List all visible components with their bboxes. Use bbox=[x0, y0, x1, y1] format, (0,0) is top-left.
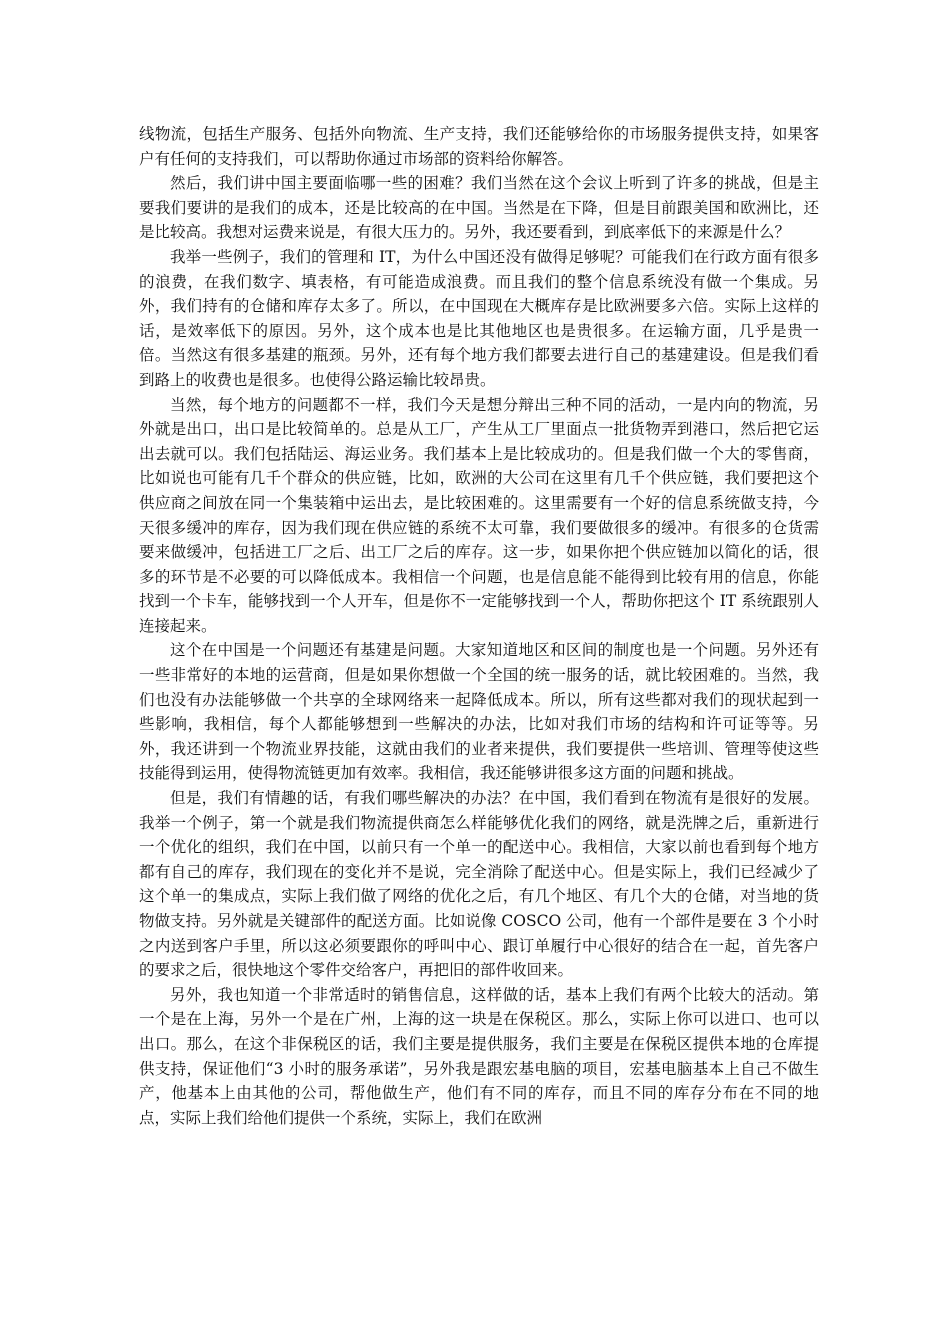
paragraph-7: 另外，我也知道一个非常适时的销售信息，这样做的话，基本上我们有两个比较大的活动。第一个是在上海，另外一个是在广州，上海的这一块是在保税区。那么，实际上你可以进口、也可以出口。那么，在这个非保税区的话，我们主要是提供服务，我们主要是在保税区提供本地的仓库提供支持，保证他们“3 小时的服务承诺”，另外我是跟宏基电脑的项目，宏基电脑基本上自己不做生产，他基本上由其他的公司，帮他做生产，他们有不同的库存，而且不同的库存分布在不同的地点，实际上我们给他们提供一个系统，实际上，我们在欧洲 bbox=[139, 985, 819, 1127]
paragraph-6: 但是，我们有情趣的话，有我们哪些解决的办法？在中国，我们看到在物流有是很好的发展。我举一个例子，第一个就是我们物流提供商怎么样能够优化我们的网络，就是洗牌之后，重新进行一个优化的组织，我们在中国，以前只有一个单一的配送中心。我相信，大家以前也看到每个地方都有自己的库存，我们现在的变化并不是说，完全消除了配送中心。但是实际上，我们已经减少了这个单一的集成点，实际上我们做了网络的优化之后，有几个地区、有几个大的仓储，对当地的货物做支持。另外就是关键部件的配送方面。比如说像 COSCO 公司，他有一个部件是要在 3 个小时之内送到客户手里，所以这必须要跟你的呼叫中心、跟订单履行中心很好的结合在一起，首先客户的要求之后，很快地这个零件交给客户，再把旧的部件收回来。 bbox=[139, 789, 819, 980]
paragraph-1: 线物流，包括生产服务、包括外向物流、生产支持，我们还能够给你的市场服务提供支持，如果客户有任何的支持我们，可以帮助你通过市场部的资料给你解答。 bbox=[139, 125, 819, 168]
document-page bbox=[139, 122, 819, 1130]
paragraph-5: 这个在中国是一个问题还有基建是问题。大家知道地区和区间的制度也是一个问题。另外还有一些非常好的本地的运营商，但是如果你想做一个全国的统一服务的话，就比较困难的。当然，我们也没有办法能够做一个共享的全球网络来一起降低成本。所以，所有这些都对我们的现状起到一些影响，我相信，每个人都能够想到一些解决的办法，比如对我们市场的结构和许可证等等。另外，我还讲到一个物流业界技能，这就由我们的业者来提供，我们要提供一些培训、管理等使这些技能得到运用，使得物流链更加有效率。我相信，我还能够讲很多这方面的问题和挑战。 bbox=[139, 641, 819, 783]
paragraph-4: 当然，每个地方的问题都不一样，我们今天是想分辩出三种不同的活动，一是内向的物流，另外就是出口，出口是比较简单的。总是从工厂，产生从工厂里面点一批货物弄到港口，然后把它运出去就可以。我们包括陆运、海运业务。我们基本上是比较成功的。但是我们做一个大的零售商，比如说也可能有几千个群众的供应链，比如，欧洲的大公司在这里有几千个供应链，我们要把这个供应商之间放在同一个集装箱中运出去，是比较困难的。这里需要有一个好的信息系统做支持，今天很多缓冲的库存，因为我们现在供应链的系统不太可靠，我们要做很多的缓冲。有很多的仓货需要来做缓冲，包括进工厂之后、出工厂之后的库存。这一步，如果你把个供应链加以简化的话，很多的环节是不必要的可以降低成本。我相信一个问题，也是信息能不能得到比较有用的信息，你能找到一个卡车，能够找到一个人开车，但是你不一定能够找到一个人，帮助你把这个 IT 系统跟别人连接起来。 bbox=[139, 395, 819, 635]
paragraph-3: 我举一些例子，我们的管理和 IT，为什么中国还没有做得足够呢？可能我们在行政方面有很多的浪费，在我们数字、填表格，有可能造成浪费。而且我们的整个信息系统没有做一个集成。另外，我们持有的仓储和库存太多了。所以，在中国现在大概库存是比欧洲要多六倍。实际上这样的话，是效率低下的原因。另外，这个成本也是比其他地区也是贵很多。在运输方面，几乎是贵一倍。当然这有很多基建的瓶颈。另外，还有每个地方我们都要去进行自己的基建建设。但是我们看到路上的收费也是很多。也使得公路运输比较昂贵。 bbox=[139, 247, 819, 389]
paragraph-2: 然后，我们讲中国主要面临哪一些的困难？我们当然在这个会议上听到了许多的挑战，但是主要我们要讲的是我们的成本，还是比较高的在中国。当然是在下降，但是目前跟美国和欧洲比，还是比较高。我想对运费来说是，有很大压力的。另外，我还要看到，到底率低下的来源是什么？ bbox=[139, 174, 819, 242]
